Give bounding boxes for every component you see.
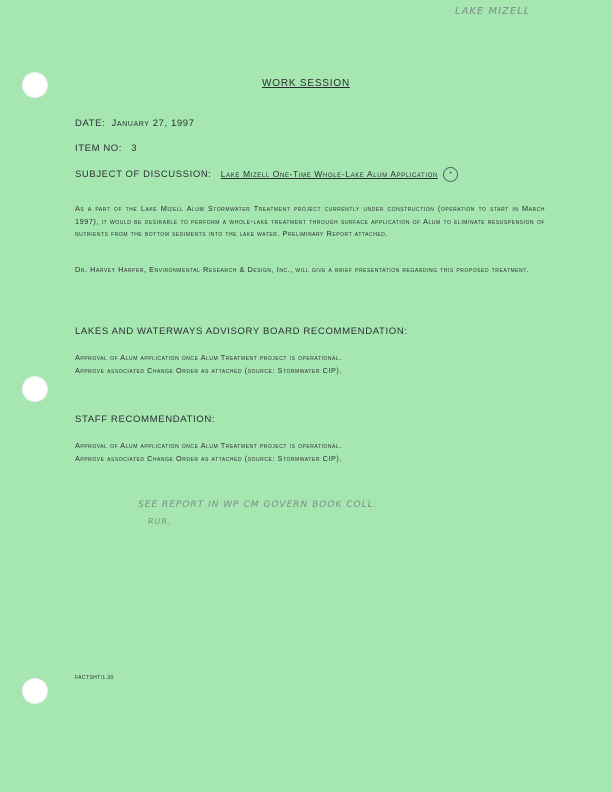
punch-hole-bottom: [22, 678, 48, 704]
lakes-board-line-2: Approve associated Change Order as attached (source: Stormwater CIP).: [75, 366, 342, 375]
handwritten-note-line-2: RUR.: [148, 517, 172, 526]
punch-hole-middle: [22, 376, 48, 402]
item-value: 3: [131, 143, 138, 154]
item-line: [75, 143, 137, 154]
staff-heading: STAFF RECOMMENDATION:: [75, 414, 216, 425]
footer-code: FACTSHT\1.30: [75, 675, 114, 681]
handwritten-note-line-1: SEE REPORT IN WP CM GOVERN BOOK COLL.: [138, 500, 378, 510]
handwritten-asterisk-mark: *: [443, 167, 458, 182]
lakes-board-heading: LAKES AND WATERWAYS ADVISORY BOARD RECOMMENDATION:: [75, 326, 408, 337]
page-title: [0, 78, 612, 89]
date-line: [75, 118, 195, 129]
staff-line-1: Approval of Alum application once Alum Treatment project is operational.: [75, 441, 342, 450]
date-label: DATE:: [75, 118, 106, 129]
staff-line-2: Approve associated Change Order as attached (source: Stormwater CIP).: [75, 454, 342, 463]
subject-value: Lake Mizell One-Time Whole-Lake Alum Application: [220, 169, 438, 180]
date-value: January 27, 1997: [111, 118, 195, 129]
handwritten-top-note: LAKE MIZELL: [455, 6, 531, 17]
body-paragraph-1: As a part of the Lake Mizell Alum Stormwater Treatment project currently under construction (operation to start in March 1997), it would be desirable to perform a whole-lake treatment through surface application of Alum to eliminate resuspension of nutrients from the bottom sediments into the lake water. Preliminary Report attached.: [75, 204, 545, 238]
page-title-text: WORK SESSION: [262, 78, 350, 89]
subject-line: [75, 167, 458, 182]
lakes-board-line-1: Approval of Alum application once Alum Treatment project is operational.: [75, 353, 342, 362]
body-paragraph-2: Dr. Harvey Harper, Environmental Research & Design, Inc., will give a brief presentation regarding this proposed treatment.: [75, 265, 530, 274]
item-label: ITEM NO:: [75, 143, 123, 154]
subject-label: SUBJECT OF DISCUSSION:: [75, 169, 212, 181]
